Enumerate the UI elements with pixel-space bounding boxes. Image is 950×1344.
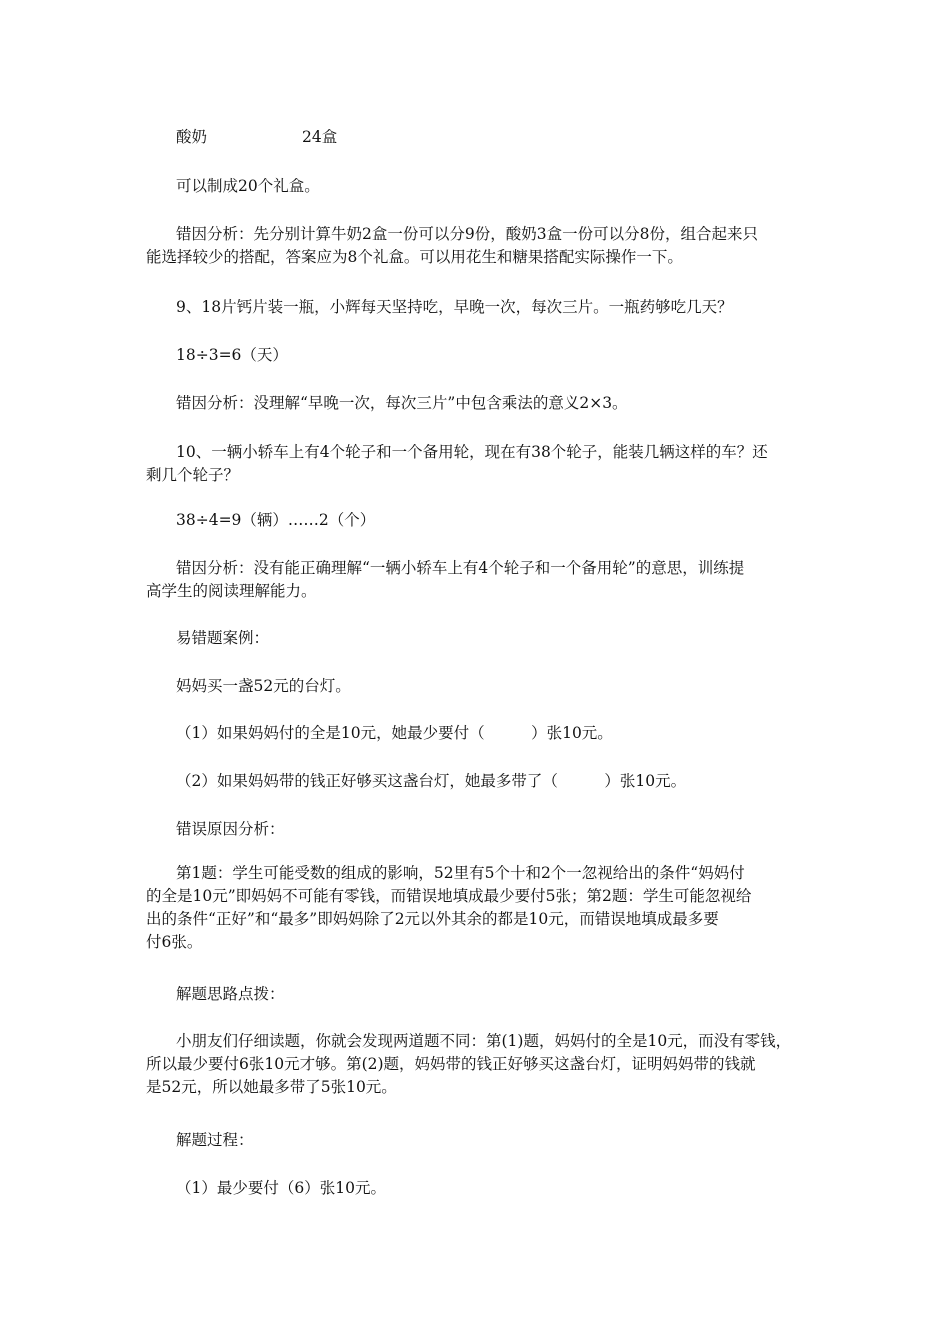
case-title: 易错题案例： <box>176 629 270 647</box>
paragraph-gift-boxes: 可以制成20个礼盒。 <box>176 177 320 195</box>
text-line: 错因分析：没有能正确理解“一辆小轿车上有4个轮子和一个备用轮”的意思，训练提 <box>176 559 745 577</box>
text-line: 第1题：学生可能受数的组成的影响，52里有5个十和2个一忽视给出的条件“妈妈付 <box>176 864 745 882</box>
yogurt-label: 酸奶 <box>176 128 208 146</box>
text-line: 的全是10元”即妈妈不可能有零钱，而错误地填成最少要付5张；第2题：学生可能忽视给 <box>146 887 752 905</box>
question-10-answer: 38÷4=9（辆）……2（个） <box>176 511 376 529</box>
hint-text <box>146 1030 806 1099</box>
question-9-analysis: 错因分析：没理解“早晚一次，每次三片”中包含乘法的意义2×3。 <box>176 394 628 412</box>
text-line: 剩几个轮子？ <box>146 466 240 484</box>
text-line: 付6张。 <box>146 933 203 951</box>
text-line: 出的条件“正好”和“最多”即妈妈除了2元以外其余的都是10元，而错误地填成最多要 <box>146 910 719 928</box>
yogurt-value: 24盒 <box>302 128 338 146</box>
paragraph-error-analysis-8 <box>146 223 806 269</box>
text-line: 错因分析：先分别计算牛奶2盒一份可以分9份，酸奶3盒一份可以分8份，组合起来只 <box>176 225 758 243</box>
question-9: 9、18片钙片装一瓶，小辉每天坚持吃，早晚一次，每次三片。一瓶药够吃几天？ <box>176 298 733 316</box>
case-question-1: （1）如果妈妈付的全是10元，她最少要付（ ）张10元。 <box>176 724 613 742</box>
process-step-1: （1）最少要付（6）张10元。 <box>176 1179 386 1197</box>
question-9-answer: 18÷3=6（天） <box>176 346 288 364</box>
yogurt-row <box>176 126 836 149</box>
process-title: 解题过程： <box>176 1131 254 1149</box>
error-analysis-text <box>146 862 806 954</box>
text-line: 是52元，所以她最多带了5张10元。 <box>146 1078 397 1096</box>
question-10-analysis <box>146 557 806 603</box>
case-question-2: （2）如果妈妈带的钱正好够买这盏台灯，她最多带了（ ）张10元。 <box>176 772 687 790</box>
text-line: 高学生的阅读理解能力。 <box>146 582 317 600</box>
text-line: 10、一辆小轿车上有4个轮子和一个备用轮，现在有38个轮子，能装几辆这样的车？还 <box>176 443 768 461</box>
case-stem: 妈妈买一盏52元的台灯。 <box>176 677 351 695</box>
text-line: 所以最少要付6张10元才够。第(2)题，妈妈带的钱正好够买这盏台灯，证明妈妈带的钱就 <box>146 1055 756 1073</box>
text-line: 小朋友们仔细读题，你就会发现两道题不同：第(1)题，妈妈付的全是10元，而没有零钱， <box>176 1032 792 1050</box>
text-line: 能选择较少的搭配，答案应为8个礼盒。可以用花生和糖果搭配实际操作一下。 <box>146 248 683 266</box>
error-analysis-title: 错误原因分析： <box>176 820 285 838</box>
question-10 <box>146 441 806 487</box>
hint-title: 解题思路点拨： <box>176 985 285 1003</box>
